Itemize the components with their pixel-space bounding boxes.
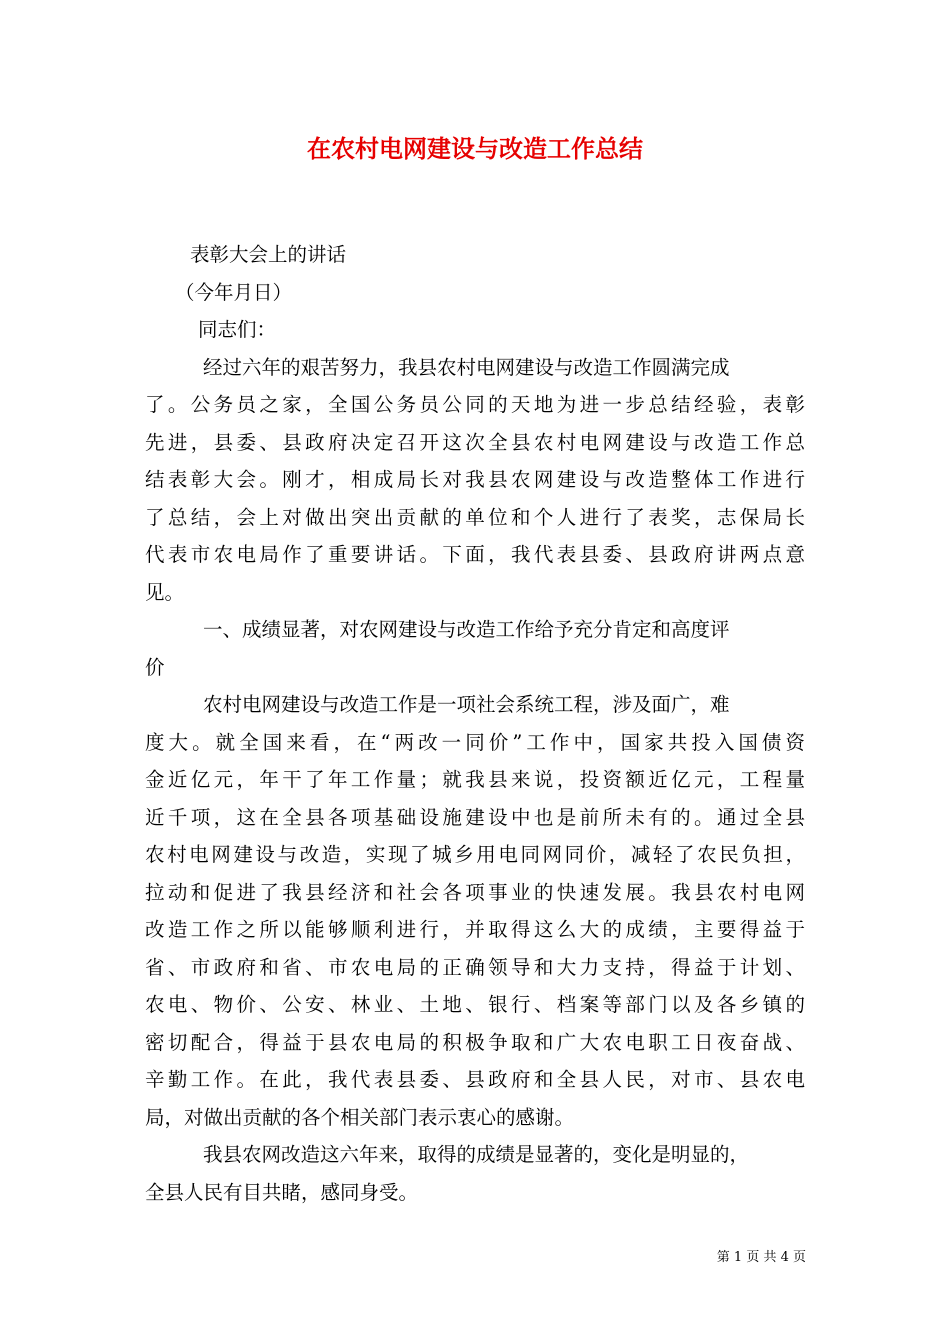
paragraph-line: 了。公务员之家，全国公务员公同的天地为进一步总结经验，表彰 [145, 393, 805, 416]
page-number-footer: 第 1 页 共 4 页 [716, 1250, 806, 1265]
paragraph-line: 改造工作之所以能够顺利进行，并取得这么大的成绩，主要得益于 [145, 918, 805, 941]
paragraph-line: 密切配合，得益于县农电局的积极争取和广大农电职工日夜奋战、 [145, 1030, 805, 1054]
paragraph-line: 农电、物价、公安、林业、土地、银行、档案等部门以及各乡镇的 [145, 993, 805, 1016]
paragraph-line: 经过六年的艰苦努力，我县农村电网建设与改造工作圆满完成 [203, 355, 730, 379]
speech-greeting: 同志们： [198, 318, 277, 341]
paragraph-line: 拉动和促进了我县经济和社会各项事业的快速发展。我县农村电网 [145, 880, 805, 904]
speech-subtitle: 表彰大会上的讲话 [190, 243, 347, 266]
paragraph-line: 农村电网建设与改造，实现了城乡用电同网同价，减轻了农民负担， [145, 843, 805, 866]
section-heading-line: 一、成绩显著，对农网建设与改造工作给予充分肯定和高度评 [203, 618, 730, 641]
paragraph-line: 省、市政府和省、市农电局的正确领导和大力支持，得益于计划、 [145, 955, 805, 979]
paragraph-line: 度大。就全国来看，在“两改一同价”工作中，国家共投入国债资 [145, 730, 805, 754]
paragraph-line: 农村电网建设与改造工作是一项社会系统工程，涉及面广，难 [203, 693, 730, 716]
section-heading-line: 价 [145, 655, 165, 679]
paragraph-line: 全县人民有目共睹，感同身受。 [145, 1180, 419, 1204]
paragraph-line: 金近亿元，年干了年工作量；就我县来说，投资额近亿元，工程量 [145, 768, 805, 791]
paragraph-line: 局，对做出贡献的各个相关部门表示衷心的感谢。 [145, 1105, 575, 1129]
document-title: 在农村电网建设与改造工作总结 [307, 134, 643, 163]
paragraph-line: 辛勤工作。在此，我代表县委、县政府和全县人民，对市、县农电 [145, 1068, 805, 1091]
paragraph-line: 结表彰大会。刚才，相成局长对我县农网建设与改造整体工作进行 [145, 468, 805, 491]
paragraph-line: 先进，县委、县政府决定召开这次全县农村电网建设与改造工作总 [145, 430, 805, 454]
paragraph-line: 代表市农电局作了重要讲话。下面，我代表县委、县政府讲两点意 [145, 543, 805, 566]
document-body [145, 236, 805, 1211]
paragraph-line: 了总结，会上对做出突出贡献的单位和个人进行了表奖，志保局长 [145, 505, 805, 529]
speech-date: （今年月日） [175, 280, 293, 304]
paragraph-line: 我县农网改造这六年来，取得的成绩是显著的，变化是明显的， [203, 1143, 750, 1166]
paragraph-line: 见。 [145, 580, 185, 604]
paragraph-line: 近千项，这在全县各项基础设施建设中也是前所未有的。通过全县 [145, 805, 805, 829]
